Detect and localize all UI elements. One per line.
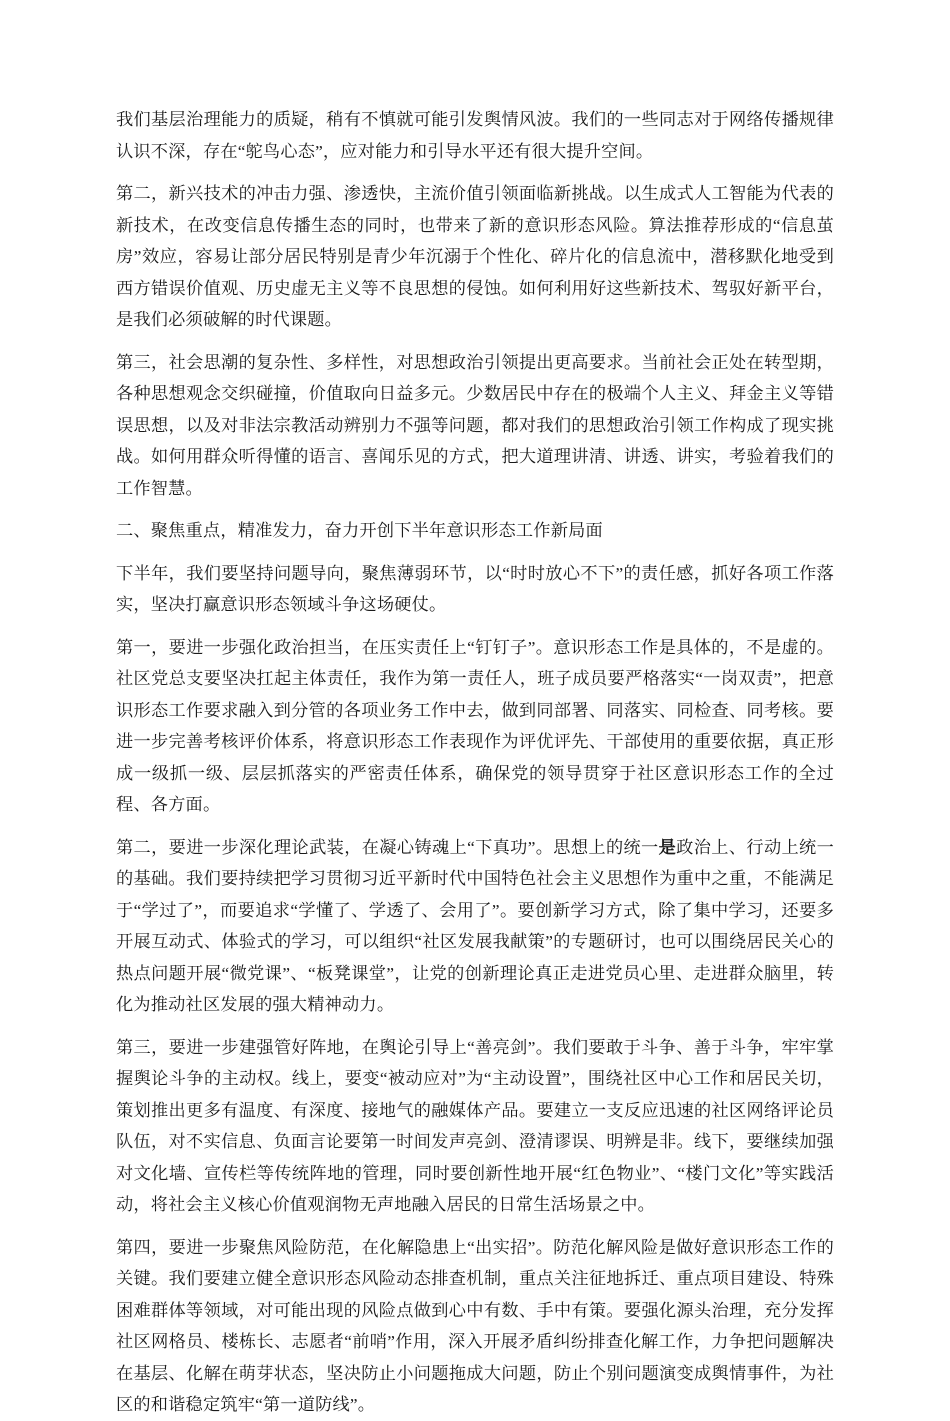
section-heading-two: 二、聚焦重点，精准发力，奋力开创下半年意识形态工作新局面	[116, 521, 603, 540]
paragraph-point-two	[116, 832, 834, 1021]
paragraph-point-two-suffix: 政治上、行动上统一的基础。我们要持续把学习贯彻习近平新时代中国特色社会主义思想作为重中之重，不能满足于“学过了”，而要追求“学懂了、学透了、会用了”。要创新学习方式，除了集中学习，还要多开展互动式、体验式的学习，可以组织“社区发展我献策”的专题研讨，也可以围绕居民关心的热点问题开展“微党课”、“板凳课堂”，让党的创新理论真正走进党员心里、走进群众脑里，转化为推动社区发展的强大精神动力。	[116, 837, 834, 1014]
paragraph-point-one: 第一，要进一步强化政治担当，在压实责任上“钉钉子”。意识形态工作是具体的，不是虚的。社区党总支要坚决扛起主体责任，我作为第一责任人，班子成员要严格落实“一岗双责”，把意识形态工作要求融入到分管的各项业务工作中去，做到同部署、同落实、同检查、同考核。要进一步完善考核评价体系，将意识形态工作表现作为评优评先、干部使用的重要依据，真正形成一级抓一级、层层抓落实的严密责任体系，确保党的领导贯穿于社区意识形态工作的全过程、各方面。	[116, 637, 834, 814]
paragraph-point-four: 第四，要进一步聚焦风险防范，在化解隐患上“出实招”。防范化解风险是做好意识形态工作的关键。我们要建立健全意识形态风险动态排查机制，重点关注征地拆迁、重点项目建设、特殊困难群体等领域，对可能出现的风险点做到心中有数、手中有策。要强化源头治理，充分发挥社区网格员、楼栋长、志愿者“前哨”作用，深入开展矛盾纠纷排查化解工作，力争把问题解决在基层、化解在萌芽状态，坚决防止小问题拖成大问题，防止个别问题演变成舆情事件，为社区的和谐稳定筑牢“第一道防线”。	[116, 1237, 834, 1414]
paragraph-point-two-prefix: 第二，要进一步深化理论武装，在凝心铸魂上“下真功”。思想上的统一	[116, 837, 659, 857]
paragraph-point-two-bold: 是	[658, 837, 677, 857]
paragraph-3: 第三，社会思潮的复杂性、多样性，对思想政治引领提出更高要求。当前社会正处在转型期，各种思想观念交织碰撞，价值取向日益多元。少数居民中存在的极端个人主义、拜金主义等错误思想，以及对非法宗教活动辨别力不强等问题，都对我们的思想政治引领工作构成了现实挑战。如何用群众听得懂的语言、喜闻乐见的方式，把大道理讲清、讲透、讲实，考验着我们的工作智慧。	[116, 352, 834, 498]
paragraph-point-three: 第三，要进一步建强管好阵地，在舆论引导上“善亮剑”。我们要敢于斗争、善于斗争，牢牢掌握舆论斗争的主动权。线上，要变“被动应对”为“主动设置”，围绕社区中心工作和居民关切，策划推出更多有温度、有深度、接地气的融媒体产品。要建立一支反应迅速的社区网络评论员队伍，对不实信息、负面言论要第一时间发声亮剑、澄清谬误、明辨是非。线下，要继续加强对文化墙、宣传栏等传统阵地的管理，同时要创新性地开展“红色物业”、“楼门文化”等实践活动，将社会主义核心价值观润物无声地融入居民的日常生活场景之中。	[116, 1037, 834, 1214]
paragraph-4: 下半年，我们要坚持问题导向，聚焦薄弱环节，以“时时放心不下”的责任感，抓好各项工作落实，坚决打赢意识形态领域斗争这场硬仗。	[116, 563, 834, 614]
paragraph-1: 我们基层治理能力的质疑，稍有不慎就可能引发舆情风波。我们的一些同志对于网络传播规律认识不深，存在“鸵鸟心态”，应对能力和引导水平还有很大提升空间。	[116, 110, 834, 161]
paragraph-2: 第二，新兴技术的冲击力强、渗透快，主流价值引领面临新挑战。以生成式人工智能为代表的新技术，在改变信息传播生态的同时，也带来了新的意识形态风险。算法推荐形成的“信息茧房”效应，容易让部分居民特别是青少年沉溺于个性化、碎片化的信息流中，潜移默化地受到西方错误价值观、历史虚无主义等不良思想的侵蚀。如何利用好这些新技术、驾驭好新平台，是我们必须破解的时代课题。	[116, 184, 834, 329]
document-body	[116, 104, 834, 1421]
